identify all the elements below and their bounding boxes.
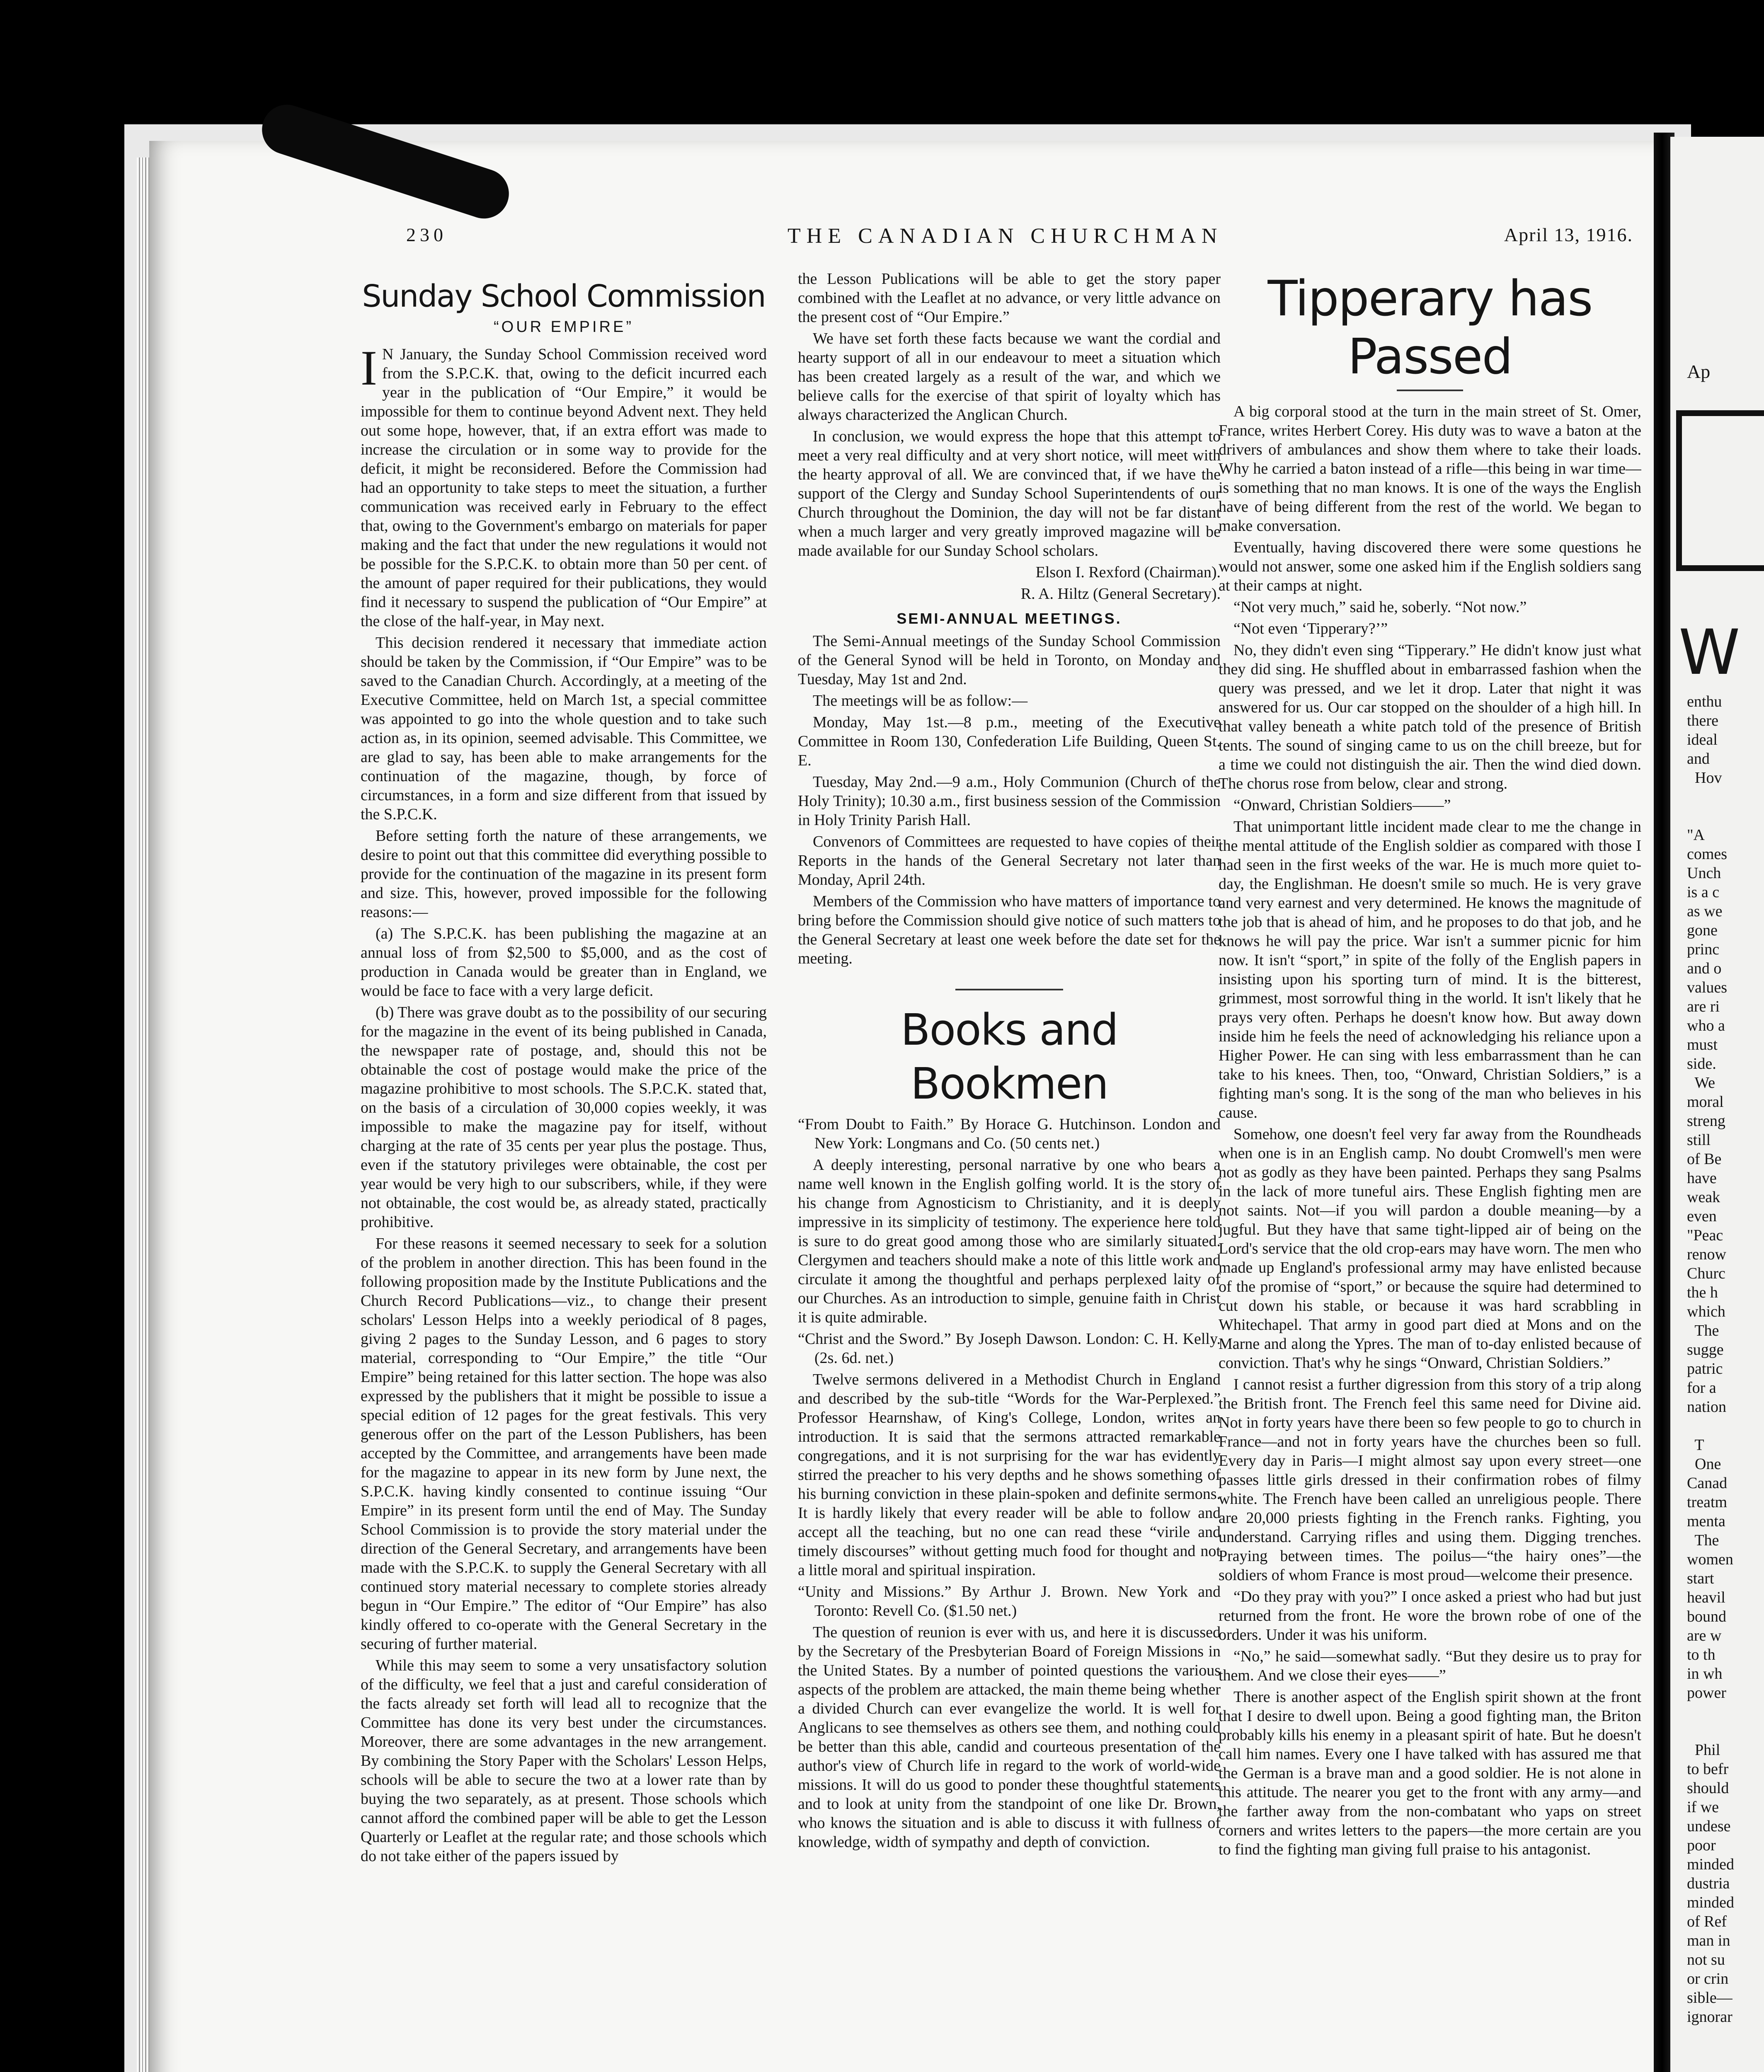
column-2 — [798, 269, 1221, 2039]
article-paragraph: “Not even ‘Tipperary?’” — [1233, 620, 1388, 637]
article-paragraph: That unimportant little incident made clear to me the change in the mental attitude of the English soldier as compared with those I had seen in the first weeks of the war. He is much more quiet to-day, the Englishman. He doesn't smile so much. He is very grave and very earnest and very determined. He knows the magnitude of the job that is ahead of him, and he proposes to do that job, and he knows he will pay the price. War isn't a summer picnic for him now. It isn't “sport,” in spite of the folly of the English papers in insisting upon his sporting turn of mind. It is the bitterest, grimmest, most sorrowful thing in the world. It isn't likely that he prays very often. Perhaps he doesn't know how. But away down inside him he feels the need of acknowledging his reliance upon a Higher Power. He can sing with less embarrassment than he can take to his knees. Then, too, “Onward, Christian Soldiers,” is a fighting man's song. It is the song of the man who believes in his cause. — [1219, 818, 1641, 1121]
signature-chairman: Elson I. Rexford (Chairman). — [1035, 564, 1221, 581]
meetings-intro: The Semi-Annual meetings of the Sunday School Commission of the General Synod will be held in Toronto, on Monday and Tuesday, May 1st and 2nd. — [798, 632, 1221, 688]
column-3 — [1219, 269, 1641, 2039]
headline-rule — [1397, 390, 1463, 391]
article-paragraph: “No,” he said—somewhat sadly. “But they desire us to pray for them. And we close their eyes——” — [1219, 1648, 1641, 1684]
facing-page-header: Ap — [1687, 361, 1711, 382]
meetings-follow: The meetings will be as follow:— — [813, 692, 1028, 709]
meetings-tuesday: Tuesday, May 2nd.—9 a.m., Holy Communion (Church of the Holy Trinity); 10.30 a.m., first business session of the Commission in Holy Trinity Parish Hall. — [798, 773, 1221, 829]
article-paragraph: There is another aspect of the English spirit shown at the front that I desire to dwell upon. Being a good fighting man, the Briton probably kills his enemy in a pleasant spirit of hate. But he doesn't call him names. Every one I have talked with has assured me that the German is a brave man and a good soldier. He is not alone in this attitude. The nearer you get to the front with any army—and the farther away from the non-combatant who yaps on street corners and writes letters to the papers—the more certain are you to find the fighting man giving full praise to his antagonist. — [1219, 1688, 1641, 1858]
book-citation: “Unity and Missions.” By Arthur J. Brown. New York and Toronto: Revell Co. ($1.50 net.) — [798, 1583, 1221, 1619]
semi-annual-heading: SEMI-ANNUAL MEETINGS. — [897, 610, 1122, 627]
facing-page-box-border — [1676, 410, 1764, 571]
article-paragraph: (b) There was grave doubt as to the possibility of our securing for the magazine in the event of its being published in Canada, the newspaper rate of postage, and, should this not be obtainable the cost of postage would make the price of the magazine prohibitive to most schools. The S.P.C.K. stated that, on the basis of a circulation of 30,000 copies weekly, it was impossible to make the magazine pay for itself, without charging at the rate of 35 cents per year plus the postage. Thus, even if the statutory privileges were obtainable, the cost per year would be very high to our subscribers, while, if they were not obtainable, the cost would be, as already stated, practically prohibitive. — [361, 1004, 767, 1231]
our-empire-subhead: “OUR EMPIRE” — [494, 318, 634, 336]
book-review: A deeply interesting, personal narrative by one who bears a name well known in the English golfing world. It is the story of his change from Agnosticism to Christianity, and it is deeply impressive in its simplicity of testimony. The experience here told is sure to do great good among those who are similarly situated. Clergymen and teachers should make a note of this little work and circulate it among the thoughtful and perhaps perplexed laity of our Churches. As an introduction to simple, genuine faith in Christ it is quite admirable. — [798, 1156, 1221, 1326]
meetings-convenors: Convenors of Committees are requested to have copies of their Reports in the hands of the General Secretary not later than Monday, April 24th. — [798, 833, 1221, 888]
article-paragraph: “Do they pray with you?” I once asked a priest who had but just returned from the front. He wore the brown robe of one of the orders. Under it was his uniform. — [1219, 1588, 1641, 1644]
book-citation: “From Doubt to Faith.” By Horace G. Hutchinson. London and New York: Longmans and Co. (50 cents net.) — [798, 1116, 1221, 1152]
books-headline: Books and Bookmen — [901, 1005, 1118, 1109]
book-citation: “Christ and the Sword.” By Joseph Dawson. London: C. H. Kelly. (2s. 6d. net.) — [798, 1330, 1221, 1367]
article-paragraph: No, they didn't even sing “Tipperary.” He didn't know just what they did sing. He shuffled about in embarrassed fashion when the query was pressed, and we let it drop. Later that night it was answered for us. Our car stopped on the shoulder of a high hill. In that valley beneath a white patch told of the presence of British tents. The sound of singing came to us on the chill breeze, but for a time we could not distinguish the air. Then the wind died down. The chorus rose from below, clear and strong. — [1219, 641, 1641, 792]
running-head — [406, 224, 1633, 253]
issue-date: April 13, 1916. — [1504, 224, 1633, 245]
article-paragraph: We have set forth these facts because we want the cordial and hearty support of all in our endeavour to meet a situation which has been created largely as a result of the war, and which we believe calls for the exercise of that spirit of loyalty which has always characterized the Anglican Church. — [798, 330, 1221, 424]
page-number: 230 — [406, 224, 447, 245]
article-paragraph: This decision rendered it necessary that immediate action should be taken by the Commission, if “Our Empire” was to be saved to the Canadian Church. Accordingly, at a meeting of the Executive Committee, held on March 1st, a special committee was appointed to go into the whole question and to take such action as, in its opinion, seemed advisable. This Committee, we are glad to say, has been able to make arrangements for the continuation of the magazine, though, by force of circumstances, in a form and size different from that issued by the S.P.C.K. — [361, 634, 767, 823]
article-paragraph: For these reasons it seemed necessary to seek for a solution of the problem in another direction. This has been found in the following proposition made by the Institute Publications and the Church Record Publications—viz., to change their present scholars' Lesson Helps into a weekly periodical of 8 pages, giving 2 pages to the Sunday Lesson, and 6 pages to story material, corresponding to “Our Empire,” the title “Our Empire” being retained for this latter section. The hope was also expressed by the publishers that it might be possible to issue a special edition of 12 pages for the great festivals. This very generous offer on the part of the Lesson Publishers, has been accepted by the Committee, and arrangements have been made for the magazine to appear in its new form by June next, the S.P.C.K. having kindly consented to continue issuing “Our Empire” in its present form until the end of May. The Sunday School Commission is to provide the story material under the direction of the General Secretary, and arrangements have been made with the S.P.C.K. to supply the General Secretary with all continued story material necessary to complete stories already begun in “Our Empire.” The editor of “Our Empire” has also kindly offered to co-operate with the General Secretary in the securing of further material. — [361, 1235, 767, 1653]
tipperary-headline: Tipperary has Passed — [1267, 270, 1592, 385]
article-paragraph: “Onward, Christian Soldiers——” — [1233, 796, 1451, 814]
facing-page-fragment — [1670, 137, 1764, 2072]
article-paragraph: Before setting forth the nature of these arrangements, we desire to point out that this committee did everything possible to provide for the continuation of the magazine in its present form and size. This, however, proved impossible for the following reasons:— — [361, 827, 767, 921]
article-paragraph: (a) The S.P.C.K. has been publishing the magazine at an annual loss of from $2,500 to $5,000, and as the cost of production in Canada would be greater than in England, we would be face to face with a very large deficit. — [361, 925, 767, 1000]
signature-secretary: R. A. Hiltz (General Secretary). — [1020, 585, 1221, 603]
article-paragraph: While this may seem to some a very unsatisfactory solution of the difficulty, we feel that a just and careful consideration of the facts already set forth will lead all to recognize that the Committee has done its very best under the circumstances. Moreover, there are some advantages in the new arrangement. By combining the Story Paper with the Scholars' Lesson Helps, schools will be able to secure the two at a lower rate than by buying the two separately, as at present. Those schools which cannot afford the combined paper will be able to get the Lesson Quarterly or Leaflet at the regular rate; and those schools which do not take either of the papers issued by — [361, 1657, 767, 1865]
meetings-members: Members of the Commission who have matters of importance to bring before the Commission should give notice of such matters to the General Secretary at least one week before the date set for the meeting. — [798, 893, 1221, 967]
facing-page-text: enthu there ideal and Hov "A comes Unch is a c as we gone princ and o values are ri who a must side. We moral streng still of Be have weak even "Peac renow Churc the h which The sugge patric for a nation T One Canad treatm menta The women start heavil bound are w to th in wh power Phil to befr should if we undese poor minded dustria minded of Ref man in not su or crin sible— ignorar — [1687, 693, 1734, 2026]
article-paragraph: Somehow, one doesn't feel very far away from the Roundheads when one is in an English camp. No doubt Cromwell's men were not as godly as they have been painted. Perhaps they sang Psalms in the lack of more tuneful airs. These English fighting men are not saints. Not—if you will pardon a double meaning—by a jugful. But they have that same tight-lipped air of being on the Lord's service that the old crop-ears may have worn. The men who made up England's professional army may have enlisted because of the promise of “sport,” or because the squire had determined to cut down his stable, or because it was hard scrabbling in Whitechapel. That army in good part died at Mons and on the Marne and along the Ypres. The man of to-day enlisted because of conviction. That's why he sings “Onward, Christian Soldiers.” — [1219, 1126, 1641, 1372]
facing-page-initial: W — [1679, 617, 1740, 689]
publication-title: THE CANADIAN CHURCHMAN — [788, 224, 1223, 248]
article-paragraph: In conclusion, we would express the hope that this attempt to meet a very real difficulty and at very short notice, will meet with the hearty approval of all. We are convinced that, if we have the support of the Clergy and Sunday School Superintendents of our Church throughout the Dominion, the day will not be far distant when a much larger and very greatly improved magazine will be made available for our Sunday School scholars. — [798, 428, 1221, 559]
sunday-school-headline: Sunday School Commission — [362, 278, 766, 314]
article-paragraph: I cannot resist a further digression from this story of a trip along the British front. The French feel this same need for Divine aid. Not in forty years have there been so few people to go to church in France—and not in forty years have the churches been so full. Every day in Paris—I might almost say upon every street—one passes little girls dressed in their confirmation robes of filmy white. The French have been called an unreligious people. There are 20,000 priests fighting in the French ranks. Fighting, you understand. Carrying rifles and using them. Digging trenches. Praying between times. The poilus—“the hairy ones”—the soldiers of whom France is most proud—welcome their presence. — [1219, 1376, 1641, 1584]
article-paragraph: Eventually, having discovered there were some questions he would not answer, some one asked him if the English soldiers sang at their camps at night. — [1219, 539, 1641, 594]
article-paragraph: I N January, the Sunday School Commission received word from the S.P.C.K. that, owing to the deficit incurred each year in the publication of “Our Empire,” it would be impossible for them to continue beyond Advent next. They held out some hope, however, that, if an extra effort was made to increase the circulation or in some way to provide for the deficit, it might be reconsidered. Before the Commission had had an opportunity to take steps to meet the situation, a further communication was received early in February to the effect that, owing to the Government's embargo on materials for paper making and the fact that under the new regulations it would not be possible for the S.P.C.K. to obtain more than 50 per cent. of the amount of paper required for their publications, they would find it necessary to suspend the publication of “Our Empire” at the close of the half-year, in May next. — [361, 340, 767, 630]
article-paragraph: the Lesson Publications will be able to get the story paper combined with the Leaflet at no advance, or very little advance on the present cost of “Our Empire.” — [798, 270, 1221, 326]
meetings-monday: Monday, May 1st.—8 p.m., meeting of the Executive Committee in Room 130, Confederation Life Building, Queen St. E. — [798, 714, 1221, 769]
book-review: Twelve sermons delivered in a Methodist Church in England and described by the sub-title “Words for the War-Perplexed.” Professor Hearnshaw, of King's College, London, writes an introduction. It is said that the sermons attracted remarkable congregations, and it is not surprising for the war has evidently stirred the preacher to his very depths and he shows something of his burning conviction in these plain-spoken and definite sermons. It is hardly likely that every reader will be able to follow and accept all the teaching, but no one can read these “virile and timely discourses” without getting much food for thought and not a little moral and spiritual inspiration. — [798, 1371, 1221, 1579]
section-divider — [955, 989, 1063, 990]
column-1 — [361, 269, 767, 2039]
article-paragraph: A big corporal stood at the turn in the main street of St. Omer, France, writes Herbert Corey. His duty was to wave a baton at the drivers of ambulances and show them where to take their loads. Why he carried a baton instead of a rifle—this being in war time—is something that no man knows. It is one of the ways the English have of being different from the rest of the world. We began to make conversation. — [1219, 403, 1641, 535]
drop-cap: I — [361, 340, 377, 395]
article-paragraph: “Not very much,” said he, soberly. “Not now.” — [1233, 598, 1527, 616]
book-review: The question of reunion is ever with us, and here it is discussed by the Secretary of the Presbyterian Board of Foreign Missions in the United States. By a number of pointed questions the various aspects of the problem are attacked, the main theme being whether a divided Church can ever evangelize the world. It is well for Anglicans to see themselves as others see them, and nothing could be better than this able, candid and courteous presentation of the author's view of Church life in regard to the work of world-wide missions. It will do us good to ponder these thoughtful statements and to look at unity from the standpoint of one like Dr. Brown, who knows the situation and is able to discuss it with fullness of knowledge, width of sympathy and depth of conviction. — [798, 1624, 1221, 1851]
